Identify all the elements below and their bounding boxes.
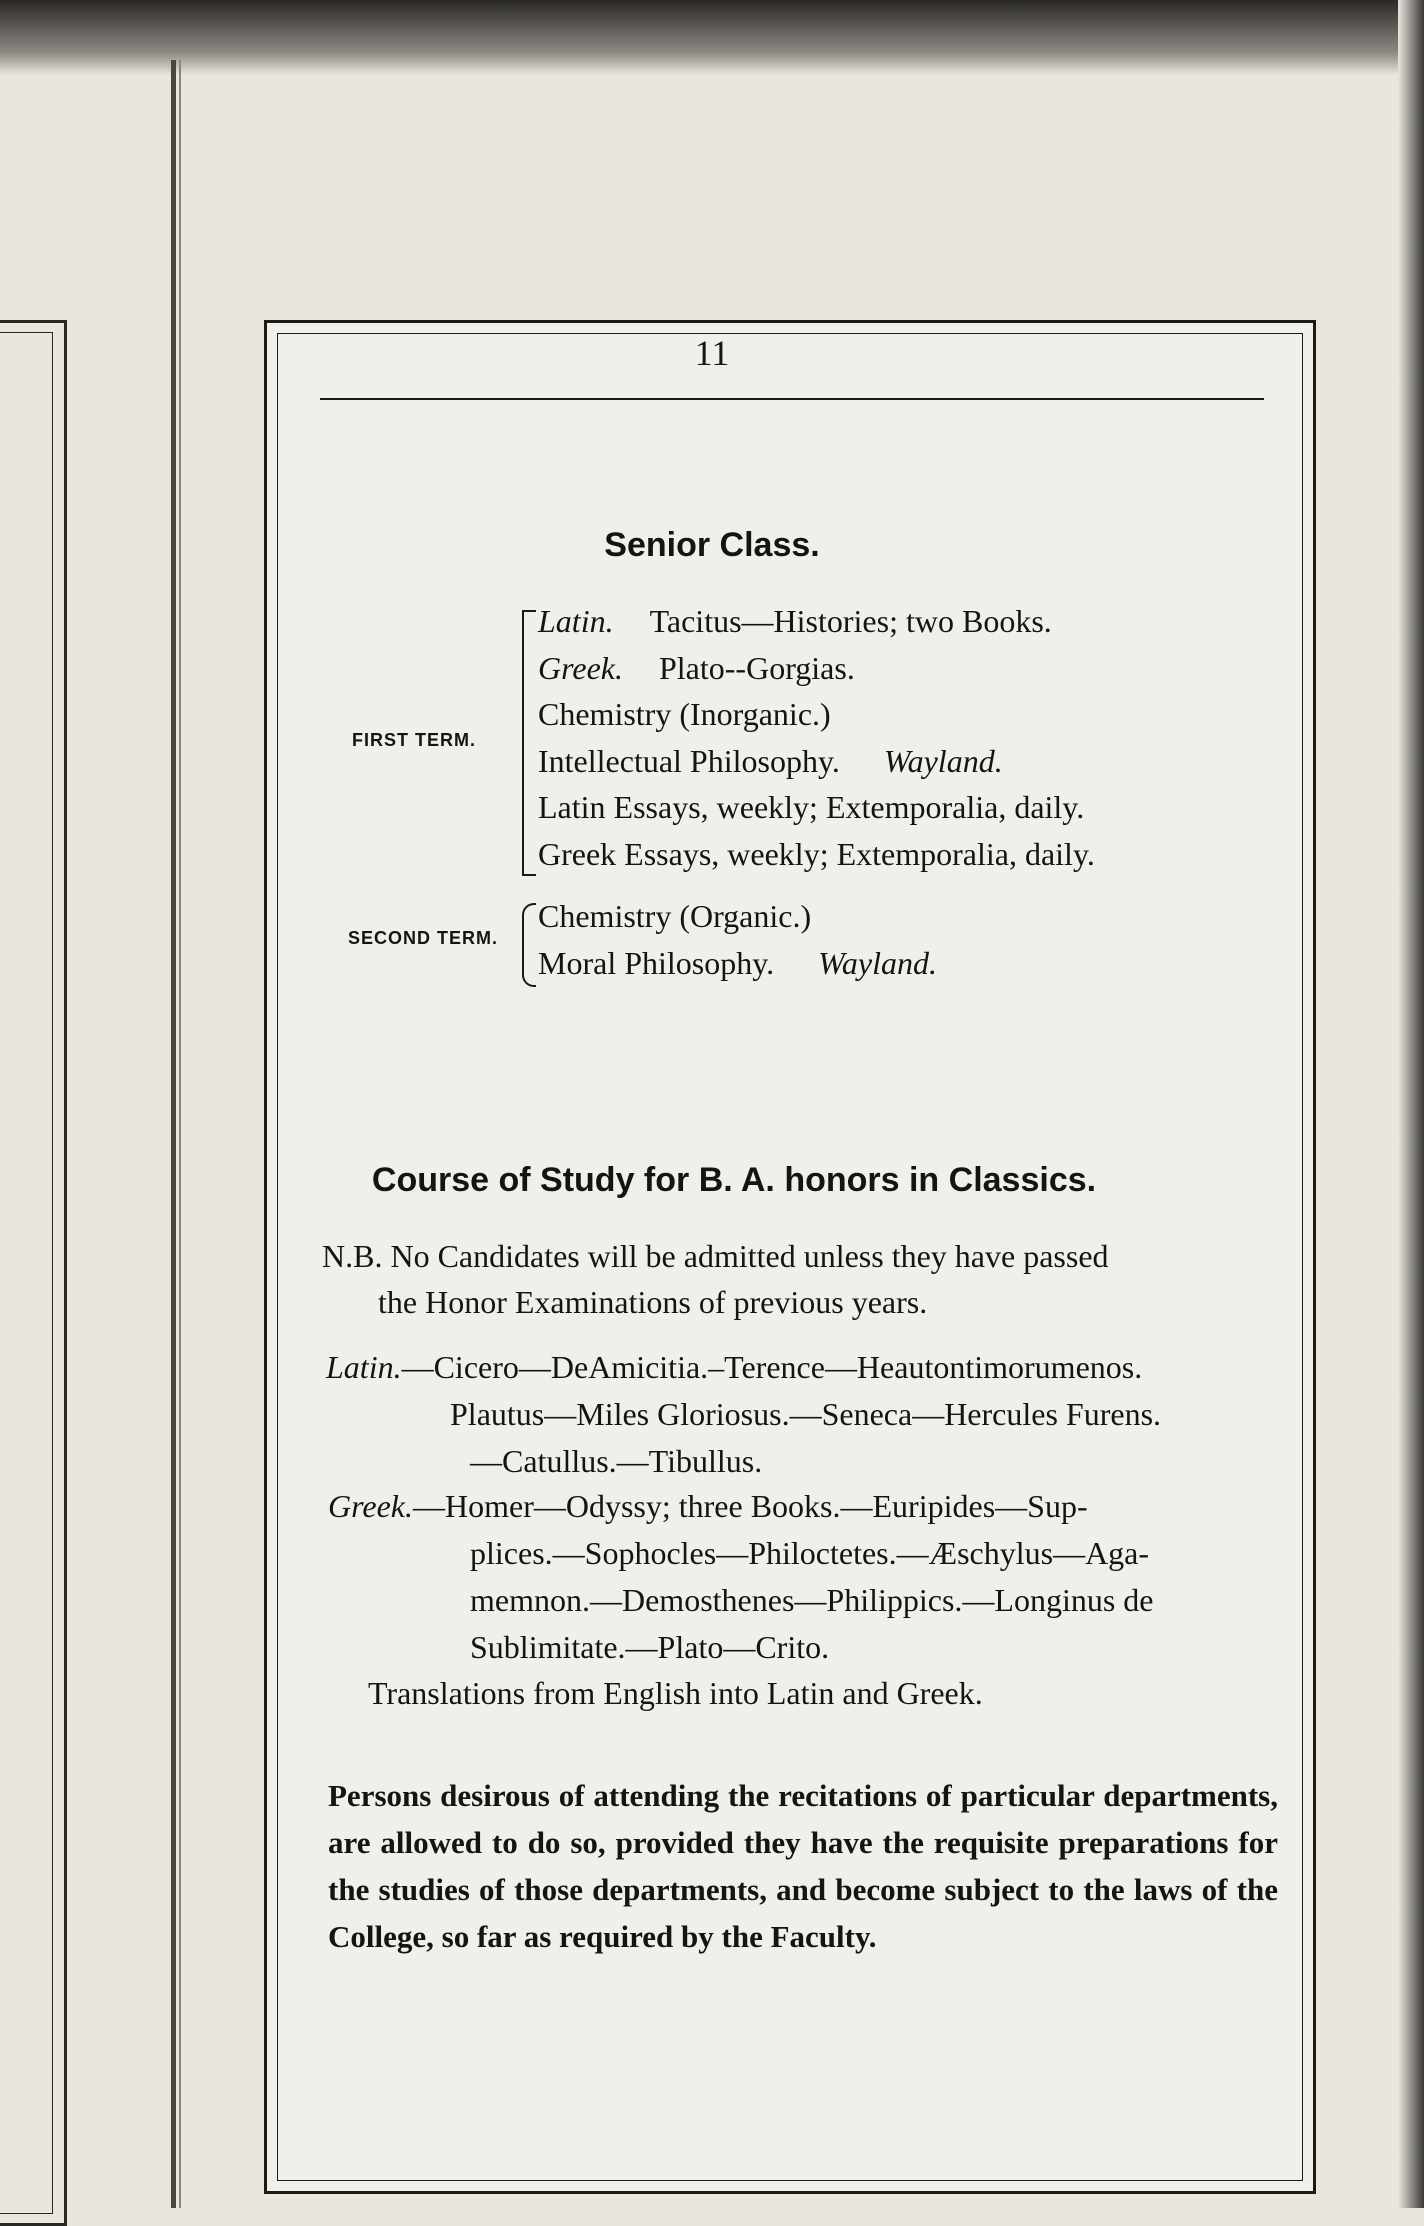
- first-term-course-text: Tacitus—Histories; two Books.: [649, 603, 1052, 639]
- greek-readings-line-3: memnon.—Demosthenes—Philippics.—Longinus de: [470, 1582, 1154, 1618]
- first-term-line: [538, 789, 1084, 826]
- first-term-course-text: Plato--Gorgias.: [658, 649, 855, 686]
- first-term-language-label: Greek.: [538, 649, 623, 686]
- first-term-line: [538, 836, 1095, 873]
- page-gutter-line: [179, 60, 181, 2208]
- first-term-line: [538, 696, 831, 733]
- latin-text-1: —Cicero—DeAmicitia.–Terence—Heautontimorumenos.: [401, 1349, 1143, 1385]
- first-term-line: [538, 743, 1003, 780]
- nb-line-2: the Honor Examinations of previous years.: [378, 1284, 928, 1320]
- honors-heading: Course of Study for B. A. honors in Classics.: [371, 1161, 1097, 1199]
- second-term-label: SECOND TERM.: [348, 928, 499, 948]
- first-term-brace: [522, 610, 536, 876]
- greek-readings-line-4: Sublimitate.—Plato—Crito.: [470, 1629, 830, 1665]
- greek-label: Greek.: [328, 1488, 413, 1524]
- notice-paragraph: Persons desirous of attending the recitations of particular departments, are allowed to do so, provided they have the requisite preparations for the studies of those departments, and become subject to the laws of the College, so far as required by the Faculty.: [328, 1778, 1278, 1954]
- first-term-course-text: Greek Essays, weekly; Extemporalia, daily.: [538, 835, 1095, 872]
- greek-readings-line-1: [328, 1488, 1088, 1525]
- first-term-textbook-author: Wayland.: [883, 742, 1003, 779]
- first-term-line: [538, 650, 855, 687]
- senior-class-heading: Senior Class.: [604, 526, 820, 564]
- latin-readings-line-1: [326, 1349, 1142, 1386]
- second-term-line: [538, 898, 811, 935]
- first-term-language-label: Latin.: [538, 603, 614, 639]
- second-term-brace: [522, 903, 536, 987]
- first-term-line: [538, 603, 1052, 640]
- latin-readings-line-3: —Catullus.—Tibullus.: [470, 1443, 763, 1479]
- greek-text-1: —Homer—Odyssy; three Books.—Euripides—Sup-: [412, 1488, 1088, 1524]
- second-term-course-text: Chemistry (Organic.): [538, 898, 812, 934]
- page-number: 11: [694, 333, 730, 373]
- second-term-line: [538, 945, 937, 982]
- greek-readings-line-2: plices.—Sophocles—Philoctetes.—Æschylus—Aga-: [470, 1535, 1150, 1571]
- previous-page-inner-border: [0, 332, 53, 2214]
- second-term-textbook-author: Wayland.: [818, 945, 937, 981]
- nb-line-1: N.B. No Candidates will be admitted unless they have passed: [322, 1238, 1109, 1274]
- translations-line: Translations from English into Latin and Greek.: [368, 1675, 983, 1711]
- first-term-course-text: Chemistry (Inorganic.): [538, 696, 831, 732]
- first-term-label: FIRST TERM.: [352, 730, 476, 750]
- latin-readings-line-2: Plautus—Miles Gloriosus.—Seneca—Hercules Furens.: [450, 1396, 1162, 1432]
- latin-label: Latin.: [326, 1349, 402, 1385]
- header-rule: [320, 398, 1264, 400]
- scan-top-edge: [0, 0, 1424, 75]
- first-term-course-text: Intellectual Philosophy.: [538, 742, 840, 779]
- second-term-course-text: Moral Philosophy.: [538, 945, 775, 981]
- first-term-course-text: Latin Essays, weekly; Extemporalia, daily.: [538, 789, 1085, 825]
- page-gutter: [171, 60, 176, 2208]
